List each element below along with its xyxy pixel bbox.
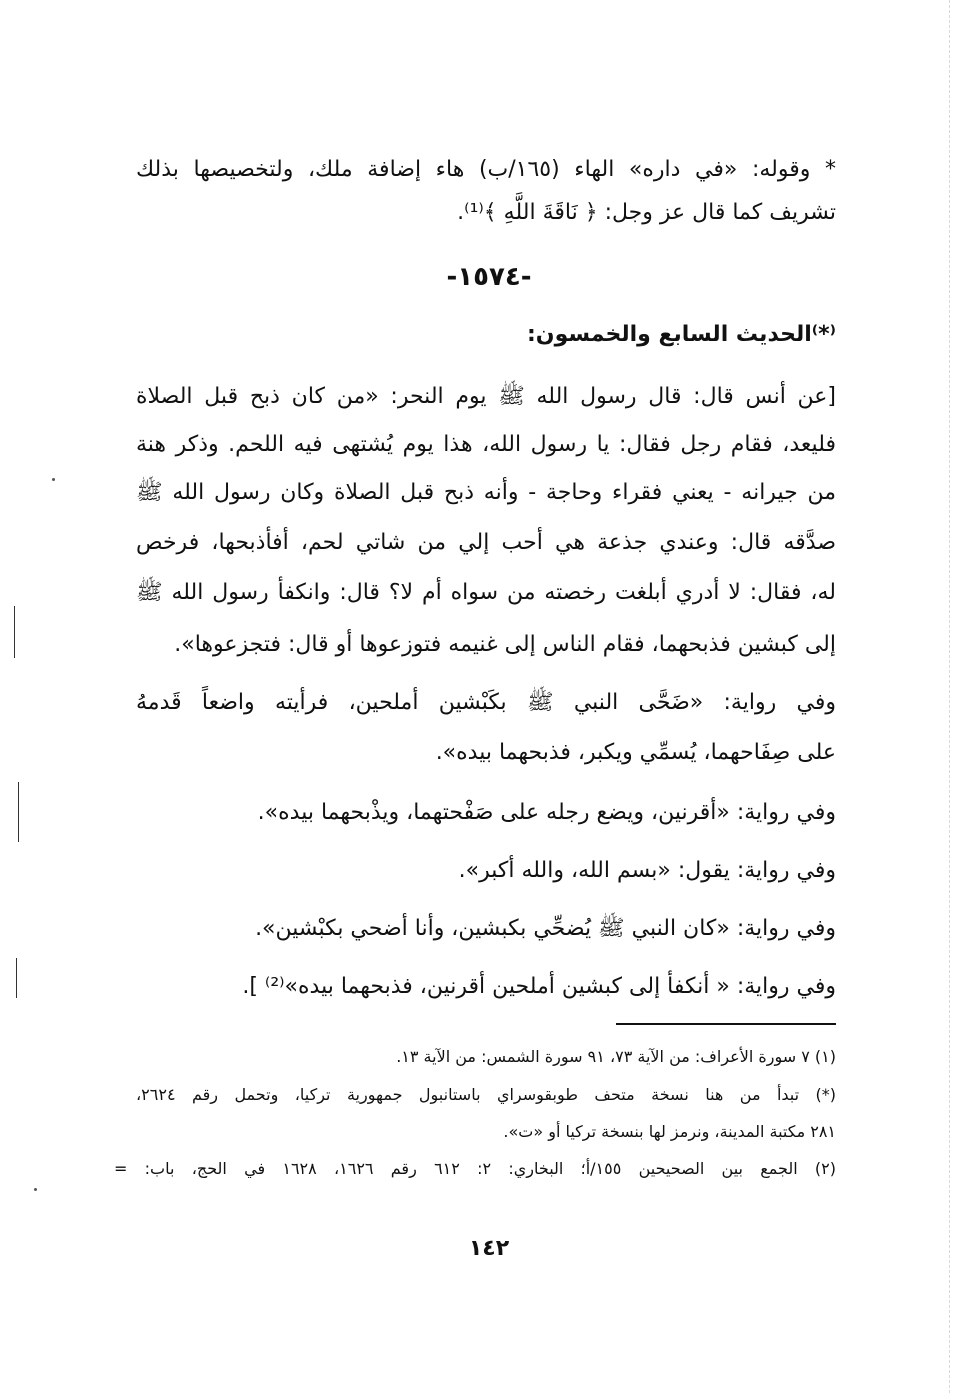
body-line-7: وفي رواية: «ضَحَّى النبي ﷺ بكَبْشين أملحين، فرأيته واضعاً قَدمهُ bbox=[136, 690, 836, 715]
body-line-2: فليعد، فقام رجل فقال: يا رسول الله، هذا يوم يُشتهى فيه اللحم. وذكر هنة bbox=[136, 432, 836, 457]
footnote-2: (٢) الجمع بين الصحيحين ١٥٥/أ؛ البخاري: ٢: ٦١٢ رقم ١٦٢٦، ١٦٢٨ في الحج، باب: = bbox=[114, 1159, 836, 1178]
body-line-5: له، فقال: لا أدري أبلغت رخصته من سواه أم لا؟ قال: وانكفأ رسول الله ﷺ bbox=[136, 580, 836, 605]
intro-line-1: * وقوله: «في داره» الهاء (١٦٥/ب) هاء إضافة ملك، ولتخصيصها بذلك bbox=[136, 157, 836, 182]
footnote-separator bbox=[616, 1023, 836, 1025]
body-line-10: وفي رواية: يقول: «بسم الله، والله أكبر». bbox=[458, 858, 836, 883]
body-line-4: صدَّقه قال: وعندي جذعة هي أحب إلي من شاتي لحم، أفأذبحها، فرخص bbox=[136, 530, 836, 555]
body-line-8: على صِفَاحهما، يُسمِّي ويكبر، فذبحهما بيده». bbox=[435, 740, 836, 765]
body-line-6: إلى كبشين فذبحهما، فقام الناس إلى غنيمه فتوزعوها أو قال: فتجزعوها». bbox=[174, 632, 836, 657]
body-line-1: [عن أنس قال: قال رسول الله ﷺ يوم النحر: «من كان ذبح قبل الصلاة bbox=[136, 384, 836, 409]
scan-speck bbox=[52, 478, 55, 481]
footnote-star-cont: ٢٨١ مكتبة المدينة، ونرمز لها بنسخة تركيا أو «ت». bbox=[503, 1122, 836, 1141]
body-line-11: وفي رواية: «كان النبي ﷺ يُضحِّي بكبشين، وأنا أضحي بكبْشين». bbox=[255, 916, 836, 941]
body-line-3: من جيرانه - يعني فقراء وحاجة - وأنه ذبح قبل الصلاة وكان رسول الله ﷺ bbox=[136, 480, 836, 505]
body-line-9: وفي رواية: «أقرنين، ويضع رجله على صَفْحتهما، ويذْبحهما بيده». bbox=[257, 800, 836, 825]
margin-mark bbox=[18, 782, 19, 842]
scan-speck bbox=[34, 1188, 37, 1191]
margin-mark bbox=[14, 606, 15, 658]
section-title: ⁽*⁾الحديث السابع والخمسون: bbox=[527, 322, 836, 347]
margin-mark bbox=[16, 958, 17, 998]
footnote-star: (*) تبدأ من هنا نسخة متحف طوبقوسراي باستانبول جمهورية تركيا، وتحمل رقم ٢٦٢٤، bbox=[136, 1085, 836, 1104]
intro-line-2: تشريف كما قال عز وجل: ﴿ نَاقَةَ اللَّهِ ﴾⁽¹⁾. bbox=[457, 200, 836, 225]
hadith-number: -١٥٧٤- bbox=[446, 262, 532, 292]
body-line-12: وفي رواية: « أنكفأ إلى كبشين أملحين أقرنين، فذبحهما بيده»⁽²⁾ ]. bbox=[242, 974, 836, 999]
page-edge-guide bbox=[949, 0, 950, 1393]
footnote-1: (١) ٧ سورة الأعراف: من الآية ٧٣، ٩١ سورة الشمس: من الآية ١٣. bbox=[396, 1047, 836, 1066]
page-number: ١٤٢ bbox=[468, 1236, 510, 1261]
